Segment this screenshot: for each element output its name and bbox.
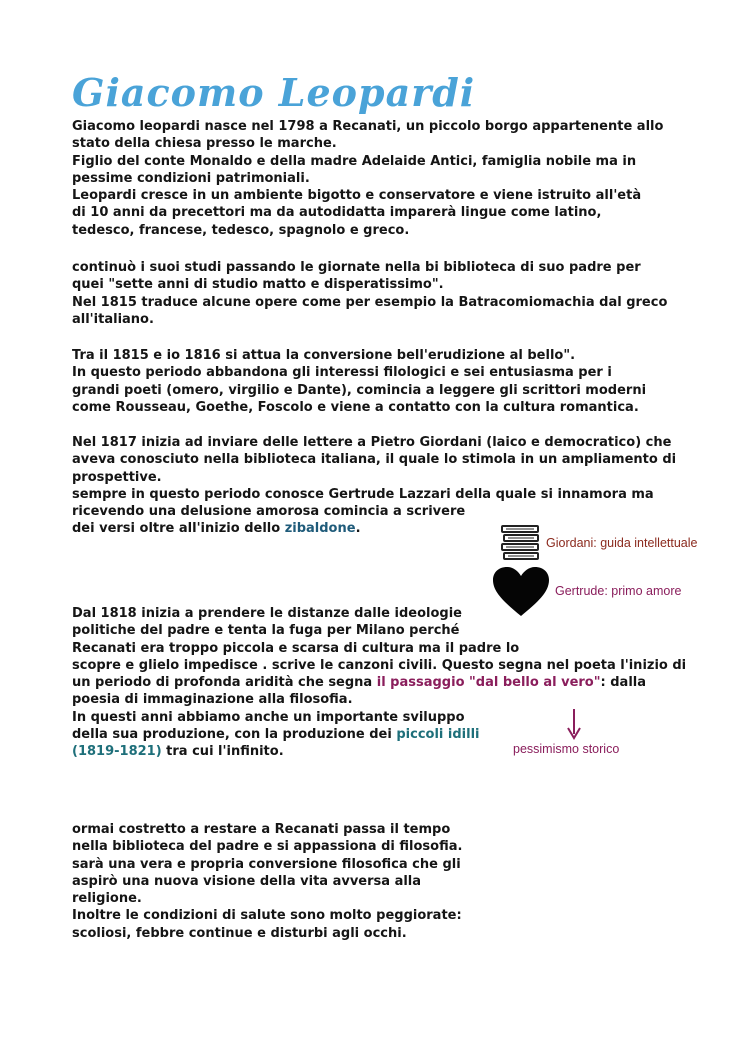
text-segment: dei versi oltre all'inizio dello (72, 521, 285, 537)
years-highlight: (1819-1821) (72, 744, 162, 760)
text-line: Leopardi cresce in un ambiente bigotto e conservatore e viene istruito all'età (72, 188, 642, 204)
text-line: prospettive. (72, 469, 162, 485)
paragraph-conversion (72, 347, 646, 416)
text-line: all'italiano. (72, 311, 154, 327)
passaggio-highlight: il passaggio "dal bello al vero" (376, 675, 601, 691)
text-line: In questi anni abbiamo anche un importante sviluppo (72, 709, 465, 725)
text-line: politiche del padre e tenta la fuga per Milano perché (72, 623, 460, 639)
text-line: Nel 1817 inizia ad inviare delle lettere a Pietro Giordani (laico e democratico) che (72, 435, 672, 450)
text-segment: : dalla (600, 675, 647, 691)
text-line: sarà una vera e propria conversione filosofica che gli (72, 856, 461, 872)
text-line: aspirò una nuova visione della vita avversa alla (72, 873, 422, 889)
text-line: Nel 1815 traduce alcune opere come per esempio la Batracomiomachia dal greco (72, 294, 668, 310)
text-line: scopre e glielo impedisce . scrive le canzoni civili. Questo segna nel poeta l'inizio di (72, 657, 687, 673)
paragraph-studies (72, 259, 667, 328)
text-line: sempre in questo periodo conosce Gertrude Lazzari della quale si innamora ma (72, 486, 654, 502)
text-line (72, 726, 686, 743)
text-line: aveva conosciuto nella biblioteca italiana, il quale lo stimola in un ampliamento di (72, 452, 677, 468)
text-line: poesia di immaginazione alla filosofia. (72, 692, 353, 708)
text-line (72, 674, 686, 691)
note-gertrude: Gertrude: primo amore (555, 584, 682, 598)
text-line: scoliosi, febbre continue e disturbi agli occhi. (72, 925, 407, 941)
paragraph-milano (72, 605, 686, 761)
paragraph-birth (72, 118, 663, 239)
paragraph-filosofia (72, 821, 462, 942)
text-line: religione. (72, 891, 142, 907)
text-line: Figlio del conte Monaldo e della madre Adelaide Antici, famiglia nobile ma in (72, 153, 637, 169)
page-title: Giacomo Leopardi (72, 70, 476, 115)
books-icon (500, 524, 542, 562)
text-line: quei "sette anni di studio matto e disperatissimo". (72, 277, 444, 293)
text-line: come Rousseau, Goethe, Foscolo e viene a contatto con la cultura romantica. (72, 399, 639, 415)
text-line: Giacomo leopardi nasce nel 1798 a Recanati, un piccolo borgo appartenente allo (72, 119, 664, 134)
text-line: Inoltre le condizioni di salute sono molto peggiorate: (72, 908, 462, 924)
text-line: Recanati era troppo piccola e scarsa di cultura ma il padre lo (72, 640, 520, 656)
text-line: nella biblioteca del padre e si appassiona di filosofia. (72, 839, 463, 855)
text-line: Tra il 1815 e io 1816 si attua la conversione bell'erudizione al bello". (72, 348, 576, 363)
text-line: Dal 1818 inizia a prendere le distanze dalle ideologie (72, 606, 462, 621)
arrow-down-icon (566, 708, 582, 740)
note-pessimismo: pessimismo storico (513, 742, 620, 756)
text-line: ormai costretto a restare a Recanati passa il tempo (72, 822, 451, 837)
zibaldone-highlight: zibaldone (284, 521, 356, 537)
text-line: pessime condizioni patrimoniali. (72, 170, 310, 186)
text-segment: tra cui l'infinito. (161, 744, 284, 760)
piccoli-idilli-highlight: piccoli idilli (396, 727, 480, 743)
note-giordani: Giordani: guida intellettuale (546, 536, 698, 550)
paragraph-giordani (72, 434, 676, 538)
text-segment: . (355, 521, 361, 537)
text-segment: della sua produzione, con la produzione dei (72, 727, 397, 743)
text-line: continuò i suoi studi passando le giornate nella bi biblioteca di suo padre per (72, 260, 641, 275)
text-line: stato della chiesa presso le marche. (72, 136, 337, 152)
text-line: grandi poeti (omero, virgilio e Dante), comincia a leggere gli scrittori moderni (72, 382, 647, 398)
text-line: di 10 anni da precettori ma da autodidatta imparerà lingue come latino, (72, 205, 602, 221)
text-line: tedesco, francese, tedesco, spagnolo e greco. (72, 222, 410, 238)
text-line: In questo periodo abbandona gli interessi filologici e sei entusiasma per i (72, 365, 612, 381)
text-segment: un periodo di profonda aridità che segna (72, 675, 377, 691)
text-line: ricevendo una delusione amorosa comincia a scrivere (72, 504, 466, 520)
